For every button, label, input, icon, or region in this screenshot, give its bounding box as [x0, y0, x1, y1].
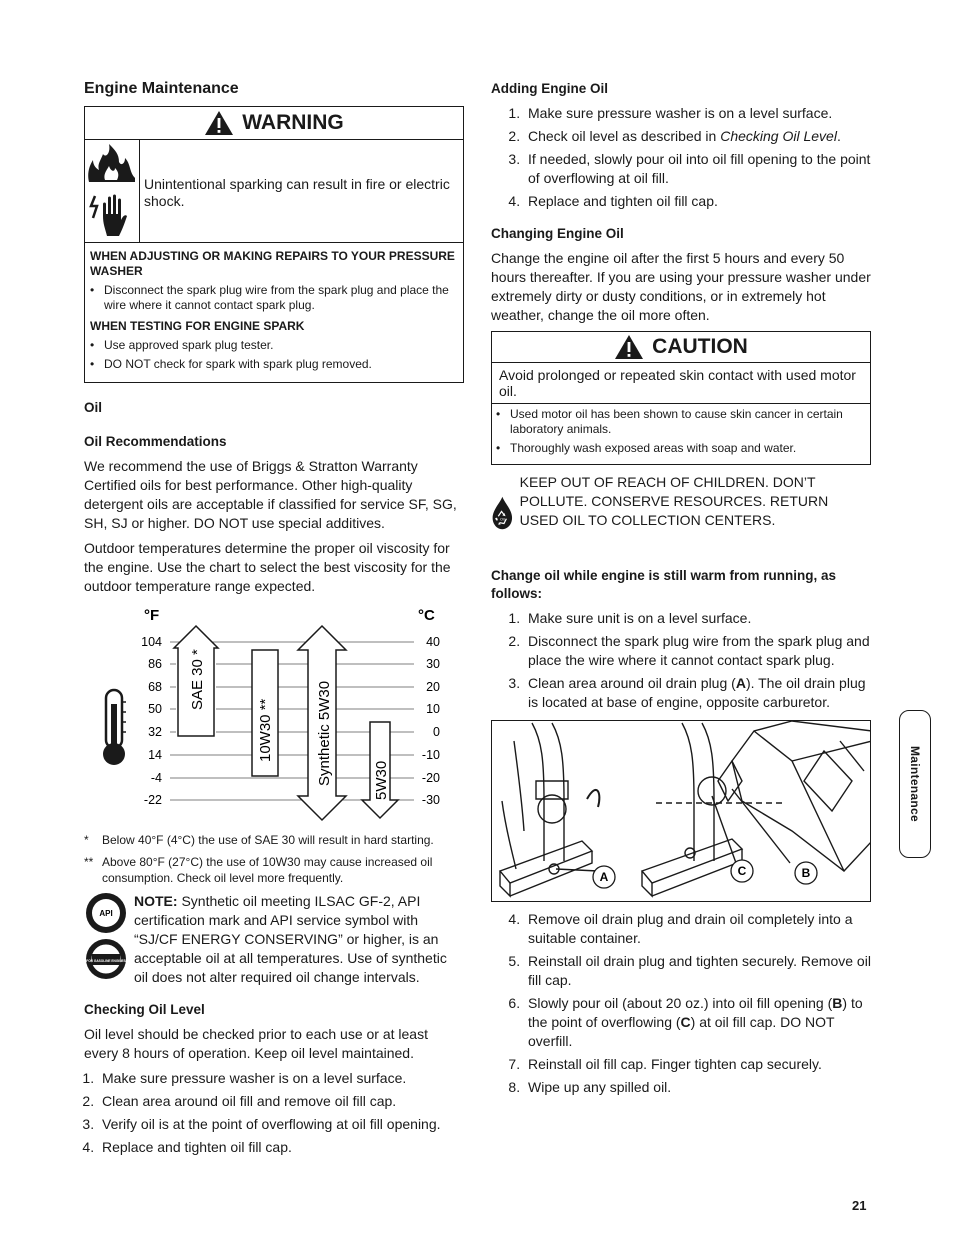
c-tick: 20 — [426, 680, 440, 694]
callout-a: A — [599, 870, 609, 884]
bar-sae30-label: SAE 30 * — [189, 649, 206, 710]
f-tick: 86 — [148, 657, 162, 671]
oil-recommendations-title: Oil Recommendations — [84, 434, 227, 449]
warning-box — [84, 106, 464, 383]
warning-bullet: • Disconnect the spark plug wire from the spark plug and place the wire where it cannot contact spark plug. — [90, 283, 449, 312]
api-seal-text: API — [99, 909, 113, 918]
api-certification-mark-icon — [85, 938, 127, 980]
note-text: NOTE: Synthetic oil meeting ILSAC GF-2, API certification mark and API service symbol with “SJ/CF ENERGY CONSERVING” or higher, is an acceptable oil at all temperatures. Use of synthetic oil does not alter required oil change intervals. — [134, 893, 447, 985]
callout-b: B — [801, 866, 811, 880]
footnote-10w30: ** Above 80°F (27°C) the use of 10W30 may cause increased oil consumption. Check oil level more frequently. — [84, 855, 433, 885]
oil-recommendations-paragraph-2: Outdoor temperatures determine the proper oil viscosity for the engine. Use the chart to select the best viscosity for the outdoor temperature range expected. — [84, 540, 451, 594]
warm-step: 1. Make sure unit is on a level surface. — [524, 609, 871, 628]
warm-step: 2. Disconnect the spark plug wire from the spark plug and place the wire where it cannot contact spark plug. — [524, 632, 871, 670]
side-tab-maintenance[interactable] — [899, 710, 931, 858]
c-tick: -30 — [421, 793, 440, 807]
changing-engine-oil-title: Changing Engine Oil — [491, 226, 624, 241]
figure-callouts — [593, 860, 817, 888]
adding-engine-oil-steps — [491, 104, 871, 211]
left-column — [84, 78, 464, 1161]
caution-bullets — [492, 404, 870, 464]
bar-5w30-label: 5W30 — [373, 760, 390, 800]
warning-instructions — [85, 243, 463, 382]
c-tick: -10 — [421, 748, 440, 762]
warning-icons — [85, 140, 140, 242]
add-step: 1. Make sure pressure washer is on a level surface. — [524, 104, 871, 123]
warning-heading-repairs: WHEN ADJUSTING OR MAKING REPAIRS TO YOUR PRESSURE WASHER — [90, 249, 455, 278]
f-tick: 32 — [148, 725, 162, 739]
synthetic-oil-note — [84, 892, 464, 987]
oil-drain-figure — [491, 720, 871, 902]
warm-step: 4. Remove oil drain plug and drain oil completely into a suitable container. — [524, 910, 871, 948]
c-tick: -20 — [421, 771, 440, 785]
unit-celsius: °C — [418, 607, 435, 624]
recycle-text: KEEP OUT OF REACH OF CHILDREN. DON’T POLLUTE. CONSERVE RESOURCES. RETURN USED OIL TO COLLECTION CENTERS. — [519, 474, 829, 528]
warm-step: 5. Reinstall oil drain plug and tighten securely. Remove oil fill cap. — [524, 952, 871, 990]
f-tick: 68 — [148, 680, 162, 694]
recycle-oil-label: Oil — [500, 517, 505, 522]
bar-synthetic-label: Synthetic 5W30 — [316, 680, 333, 786]
f-tick: 50 — [148, 702, 162, 716]
caution-title: CAUTION — [652, 335, 748, 358]
c-tick: 10 — [426, 702, 440, 716]
checking-oil-level-title: Checking Oil Level — [84, 1002, 205, 1017]
oil-drain-illustration — [492, 721, 871, 901]
warm-oil-change-title: Change oil while engine is still warm from running, as follows: — [491, 568, 837, 601]
c-tick: 30 — [426, 657, 440, 671]
warning-heading-spark: WHEN TESTING FOR ENGINE SPARK — [90, 319, 305, 333]
check-step: 1. Make sure pressure washer is on a level surface. — [98, 1069, 464, 1088]
oil-title: Oil — [84, 400, 103, 415]
electric-shock-icon — [87, 190, 137, 240]
side-tab-label: Maintenance — [908, 746, 922, 822]
caution-bullet: • Used motor oil has been shown to cause skin cancer in certain laboratory animals. — [496, 407, 843, 436]
f-tick: 104 — [141, 635, 162, 649]
add-step: 4. Replace and tighten oil fill cap. — [524, 192, 871, 211]
f-tick: -22 — [143, 793, 162, 807]
warm-oil-change-steps-1 — [491, 609, 871, 712]
bar-synthetic-5w30 — [298, 626, 346, 820]
caution-box — [491, 331, 871, 465]
page-number: 21 — [852, 1198, 867, 1213]
add-step: 3. If needed, slowly pour oil into oil fill opening to the point of overflowing at oil fill. — [524, 150, 871, 188]
unit-fahrenheit: °F — [144, 607, 160, 624]
warm-oil-change-steps-2 — [491, 910, 871, 1097]
f-tick: 14 — [148, 748, 162, 762]
warning-title: WARNING — [242, 111, 344, 134]
section-title: Engine Maintenance — [84, 80, 239, 97]
footnote-sae30: * Below 40°F (4°C) the use of SAE 30 will result in hard starting. — [84, 833, 434, 847]
warm-step: 3. Clean area around oil drain plug (A). The oil drain plug is located at base of engine, opposite carburetor. — [524, 674, 871, 712]
changing-engine-oil-paragraph: Change the engine oil after the first 5 hours and every 50 hours thereafter. If you are using your pressure washer under extremely dirty or dusty conditions, or in extremely hot weather, change the oil more often. — [491, 250, 871, 323]
fire-icon — [85, 142, 139, 186]
right-column — [491, 78, 871, 1101]
caution-triangle-icon — [614, 334, 644, 360]
recycle-notice — [491, 471, 871, 555]
bar-10w30 — [252, 650, 278, 776]
bar-10w30-label: 10W30 ** — [257, 698, 274, 762]
oil-viscosity-chart — [84, 604, 464, 826]
warm-step: 6. Slowly pour oil (about 20 oz.) into oil fill opening (B) to the point of overflowing (C) at oil fill cap. DO NOT overfill. — [524, 994, 871, 1051]
c-tick: 40 — [426, 635, 440, 649]
celsius-tick-labels — [422, 635, 440, 807]
f-tick: -4 — [150, 771, 162, 785]
check-step: 2. Clean area around oil fill and remove oil fill cap. — [98, 1092, 464, 1111]
warning-bullet: • Use approved spark plug tester. — [90, 338, 274, 352]
api-service-seal-icon — [85, 892, 127, 934]
callout-c: C — [737, 864, 747, 878]
oil-recommendations-paragraph-1: We recommend the use of Briggs & Stratton Warranty Certified oils for best performance. Other high-quality detergent oils are acceptable if classified for service SF, SG, SH, SJ or higher. DO NOT use special additives. — [84, 458, 457, 531]
caution-bullet: • Thoroughly wash exposed areas with soap and water. — [496, 441, 797, 455]
warning-bullet: • DO NOT check for spark with spark plug removed. — [90, 357, 372, 371]
warning-hazard-text: Unintentional sparking can result in fire or electric shock. — [144, 176, 450, 209]
caution-title-bar — [492, 332, 870, 363]
gasoline-seal-text: FOR GASOLINE ENGINES — [86, 959, 126, 963]
adding-engine-oil-title: Adding Engine Oil — [491, 81, 608, 96]
caution-body: Avoid prolonged or repeated skin contact with used motor oil. — [492, 363, 870, 404]
warm-step: 7. Reinstall oil fill cap. Finger tighten cap securely. — [524, 1055, 871, 1074]
bar-5w30 — [362, 722, 398, 818]
viscosity-chart-svg — [84, 604, 464, 826]
add-step: 2. Check oil level as described in Checking Oil Level. — [524, 127, 871, 146]
check-step: 3. Verify oil is at the point of overflowing at oil fill opening. — [98, 1115, 464, 1134]
checking-oil-level-paragraph: Oil level should be checked prior to each use or at least every 8 hours of operation. Keep oil level maintained. — [84, 1026, 428, 1061]
warning-title-bar — [85, 107, 463, 140]
c-tick: 0 — [433, 725, 440, 739]
api-seals — [84, 892, 128, 987]
checking-oil-level-steps — [84, 1069, 464, 1157]
check-step: 4. Replace and tighten oil fill cap. — [98, 1138, 464, 1157]
warm-step: 8. Wipe up any spilled oil. — [524, 1078, 871, 1097]
thermometer-icon — [103, 690, 126, 765]
warning-triangle-icon — [204, 110, 234, 136]
bar-sae30 — [174, 626, 218, 738]
fahrenheit-tick-labels — [141, 635, 162, 807]
warning-hazard-row — [85, 140, 463, 243]
oil-recycle-icon — [491, 471, 514, 555]
